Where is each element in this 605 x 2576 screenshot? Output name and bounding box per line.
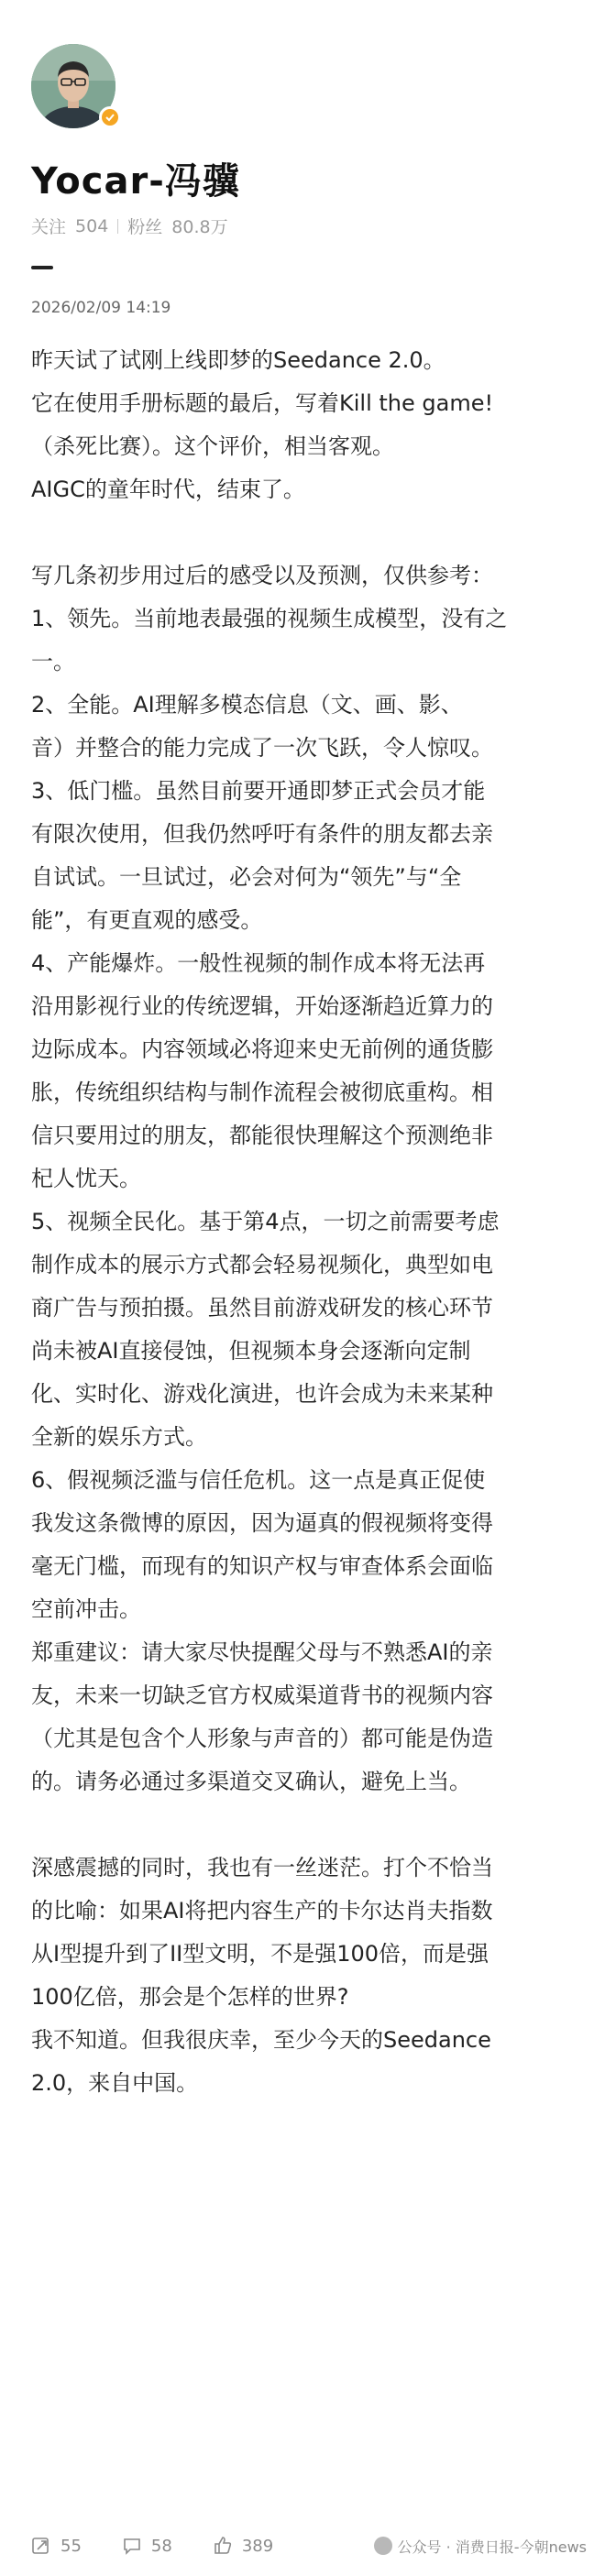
post-text-line: 空前冲击。	[31, 1596, 141, 1622]
follow-count[interactable]: 504	[75, 215, 109, 236]
thumbs-up-icon	[213, 2536, 233, 2556]
follow-stats	[31, 214, 574, 238]
post-actions-bar	[31, 2527, 587, 2564]
post-body	[31, 339, 574, 2105]
comment-button[interactable]	[122, 2536, 172, 2556]
post-text-line: 全新的娱乐方式。	[31, 1424, 207, 1450]
post-text-line: 昨天试了试刚上线即梦的Seedance 2.0。	[31, 347, 446, 373]
post-text-line: 2.0，来自中国。	[31, 2070, 199, 2096]
post-text-line: （杀死比赛）。这个评价，相当客观。	[31, 433, 394, 459]
post-text-line: 商广告与预拍摄。虽然目前游戏研发的核心环节	[31, 1295, 493, 1321]
section-marker	[31, 266, 53, 269]
post-text-line: 制作成本的展示方式都会轻易视频化，典型如电	[31, 1252, 493, 1277]
post-text-line: 2、全能。AI理解多模态信息（文、画、影、	[31, 692, 463, 718]
post-text-line: 化、实时化、游戏化演进，也许会成为未来某种	[31, 1381, 493, 1407]
post-text-line: 友，未来一切缺乏官方权威渠道背书的视频内容	[31, 1683, 493, 1708]
post-text-line: 一。	[31, 649, 75, 674]
post-text-line: 写几条初步用过后的感受以及预测，仅供参考：	[31, 563, 493, 588]
post-text-line: 毫无门槛，而现有的知识产权与审查体系会面临	[31, 1553, 493, 1579]
post-text-line: 自试试。一旦试过，必会对何为“领先”与“全	[31, 864, 462, 890]
repost-count: 55	[60, 2536, 82, 2556]
fans-count[interactable]: 80.8万	[171, 217, 228, 237]
source-watermark	[374, 2536, 587, 2557]
post-text-line: （尤其是包含个人形象与声音的）都可能是伪造	[31, 1726, 493, 1751]
paragraph-gap	[31, 1803, 574, 1847]
post-text-line: 6、假视频泛滥与信任危机。这一点是真正促使	[31, 1467, 486, 1493]
post-text-line: 郑重建议：请大家尽快提醒父母与不熟悉AI的亲	[31, 1639, 493, 1665]
post-text-line: 有限次使用，但我仍然呼吁有条件的朋友都去亲	[31, 821, 493, 847]
post-date: 2026/02/09 14:19	[31, 299, 171, 317]
post-text-line: 胀，传统组织结构与制作流程会被彻底重构。相	[31, 1080, 493, 1105]
paragraph-gap	[31, 511, 574, 554]
avatar-wrap[interactable]	[31, 44, 119, 132]
post-text-line: 沿用影视行业的传统逻辑，开始逐渐趋近算力的	[31, 993, 493, 1019]
like-count: 389	[241, 2536, 274, 2556]
verified-badge-icon	[99, 106, 121, 128]
post-text-line: 尚未被AI直接侵蚀，但视频本身会逐渐向定制	[31, 1338, 471, 1364]
repost-icon	[31, 2536, 51, 2556]
post-text-line: 信只要用过的朋友，都能很快理解这个预测绝非	[31, 1123, 493, 1148]
repost-button[interactable]	[31, 2536, 82, 2556]
wechat-icon	[374, 2537, 392, 2555]
post-text-line: 我不知道。但我很庆幸，至少今天的Seedance	[31, 2027, 491, 2053]
post-text-line: 100亿倍，那会是个怎样的世界?	[31, 1984, 349, 2010]
post-text-line: 我发这条微博的原因，因为逼真的假视频将变得	[31, 1510, 493, 1536]
post-text-line: 1、领先。当前地表最强的视频生成模型，没有之	[31, 606, 508, 631]
comment-count: 58	[150, 2536, 172, 2556]
follow-label[interactable]: 关注	[31, 217, 67, 237]
post-text-line: 音）并整合的能力完成了一次飞跃，令人惊叹。	[31, 735, 493, 761]
post-text-line: 能”，有更直观的感受。	[31, 907, 263, 933]
post-text-line: 深感震撼的同时，我也有一丝迷茫。打个不恰当	[31, 1855, 493, 1880]
user-name[interactable]: Yocar-冯骥	[31, 160, 240, 203]
fans-label[interactable]: 粉丝	[127, 217, 163, 237]
like-button[interactable]	[213, 2536, 273, 2556]
post-text-line: 5、视频全民化。基于第4点，一切之前需要考虑	[31, 1209, 500, 1234]
post-text-line: AIGC的童年时代，结束了。	[31, 477, 305, 502]
post-text-line: 边际成本。内容领域必将迎来史无前例的通货膨	[31, 1036, 493, 1062]
post-text-line: 它在使用手册标题的最后，写着Kill the game!	[31, 390, 494, 416]
post-text-line: 3、低门槛。虽然目前要开通即梦正式会员才能	[31, 778, 486, 804]
profile-header	[31, 0, 574, 317]
post-text-line: 杞人忧天。	[31, 1166, 141, 1191]
post-text-line: 的。请务必通过多渠道交叉确认，避免上当。	[31, 1769, 471, 1794]
stats-divider	[117, 219, 118, 234]
comment-icon	[122, 2536, 142, 2556]
post-text-line: 从I型提升到了II型文明，不是强100倍，而是强	[31, 1941, 490, 1967]
post-text-line: 4、产能爆炸。一般性视频的制作成本将无法再	[31, 950, 486, 976]
source-label: 公众号 · 消费日报-今朝news	[397, 2538, 587, 2556]
post-text-line: 的比喻：如果AI将把内容生产的卡尔达肖夫指数	[31, 1898, 493, 1924]
